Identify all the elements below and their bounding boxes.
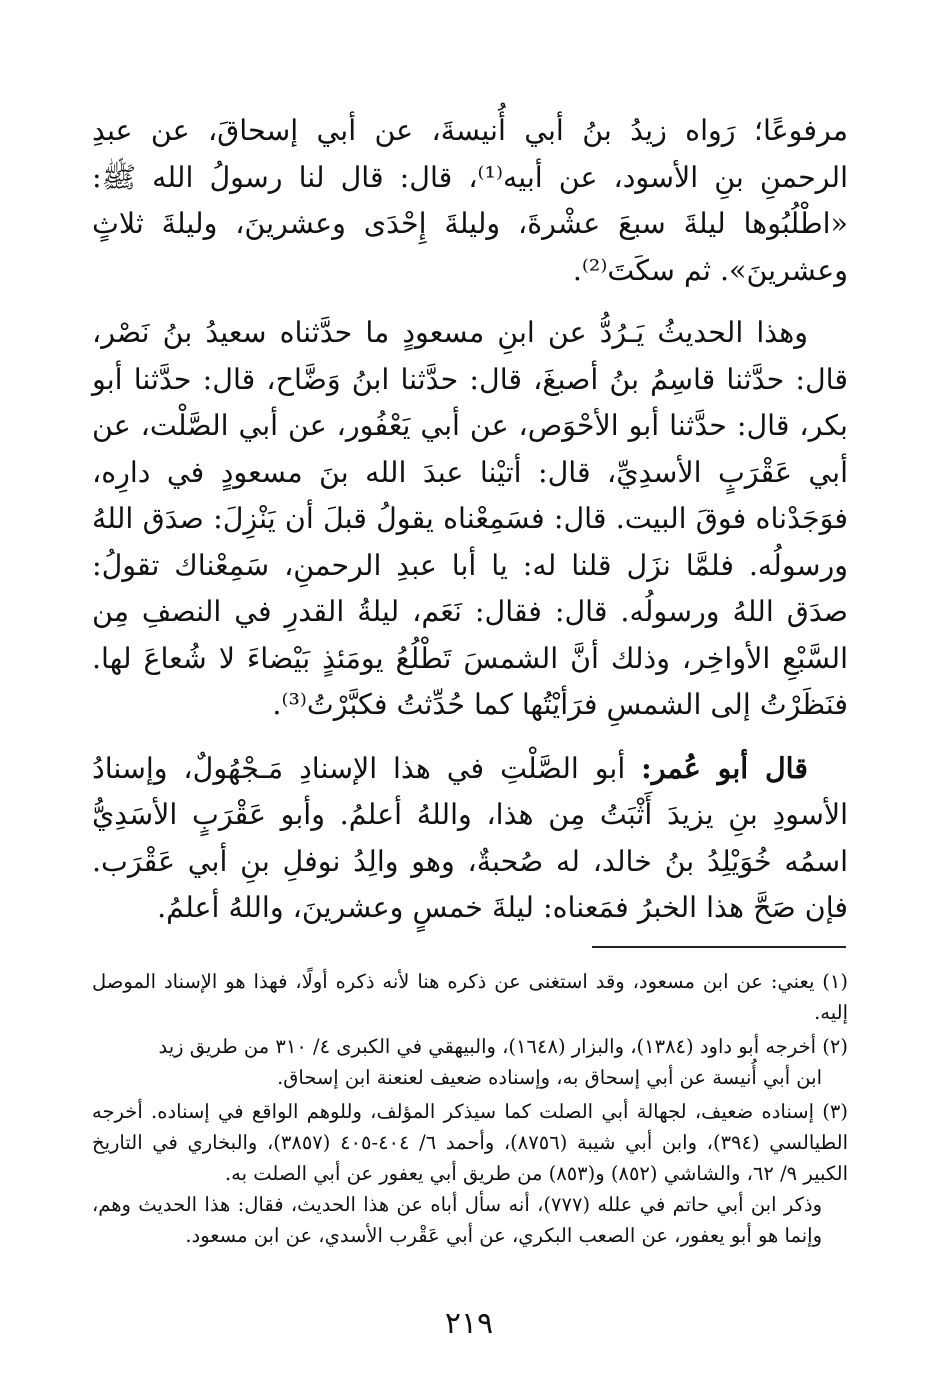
main-text xyxy=(92,108,848,932)
paragraph-3 xyxy=(92,745,848,932)
footnote-2: (٢) أخرجه أبو داود (١٣٨٤)، والبزار (١٦٤٨)، والبيهقي في الكبرى ٤/ ٣١٠ من طريق زيد xyxy=(158,1035,848,1058)
footnote-3: (٣) إسناده ضعيف، لجهالة أبي الصلت كما سيذكر المؤلف، وللوهم الواقع في إسناده. أخرجه الطيالسي (٣٩٤)، وابن أبي شيبة (٨٧٥٦)، وأحمد ٦/ ٤٠٤-٤٠٥ (٣٨٥٧)، والبخاري في التاريخ الكبير ٩/ ٦٢، والشاشي (٨٥٢) و(٨٥٣) من طريق أبي يعفور عن أبي الصلت به. xyxy=(92,1100,849,1185)
footnote-separator xyxy=(592,946,846,948)
paragraph-3-lead: قال أبو عُمر: xyxy=(641,750,808,785)
footnote-1: (١) يعني: عن ابن مسعود، وقد استغنى عن ذكره هنا لأنه ذكره أولًا، فهذا هو الإسناد الموصل إليه. xyxy=(92,970,848,1024)
footnotes xyxy=(92,966,848,1251)
page-number: ٢١٩ xyxy=(444,1306,494,1341)
footnote-3-continued: وذكر ابن أبي حاتم في علله (٧٧٧)، أنه سأل أباه عن هذا الحديث، فقال: هذا الحديث وهم، وإنما هو أبو يعفور، عن الصعب البكري، عن أبي عَقْرب الأسدي، عن ابن مسعود. xyxy=(92,1193,822,1247)
paragraph-2: وهذا الحديثُ يَـرُدُّ عن ابنِ مسعودٍ ما حدَّثناه سعيدُ بنُ نَصْر، قال: حدَّثنا قاسِمُ بنُ أصبغَ، قال: حدَّثنا ابنُ وَضَّاح، قال: حدَّثنا أبو بكر، قال: حدَّثنا أبو الأحْوَص، عن أبي يَعْفُور، عن أبي الصَّلْت، عن أبي عَقْرَبٍ الأسدِيِّ، قال: أتيْنا عبدَ الله بنَ مسعودٍ في دارِه، فوَجَدْناه فوقَ البيت. قال: فسَمِعْناه يقولُ قبلَ أن يَنْزِلَ: صدَق اللهُ ورسولُه. فلمَّا نزَل قلنا له: يا أبا عبدِ الرحمنِ، سَمِعْناك تقولُ: صدَق اللهُ ورسولُه. قال: فقال: نَعَم، ليلةُ القدرِ في النصفِ مِن السَّبْعِ الأواخِر، وذلك أنَّ الشمسَ تَطْلُعُ يومَئذٍ بَيْضاءَ لا شُعاعَ لها. فنَظَرْتُ إلى الشمسِ فرَأيْتُها كما حُدِّثتُ فكبَّرْتُ⁽³⁾. xyxy=(92,316,848,721)
paragraph-3-text: أبو الصَّلْتِ في هذا الإسنادِ مَـجْهُولٌ، وإسنادُ الأسودِ بنِ يزيدَ أَثْبَتُ مِن هذا، واللهُ أعلمُ. وأبو عَقْرَبٍ الأسَدِيُّ اسمُه خُوَيْلِدُ بنُ خالد، له صُحبةٌ، وهو والِدُ نوفلِ بنِ أبي عَقْرَب. فإن صَحَّ هذا الخبرُ فمَعناه: ليلةَ خمسٍ وعشرينَ، واللهُ أعلمُ. xyxy=(92,751,848,924)
footnote-2-continued: ابن أبي أُنيسة عن أبي إسحاق به، وإسناده ضعيف لعنعنة ابن إسحاق. xyxy=(277,1066,822,1089)
paragraph-1: مرفوعًا؛ رَواه زيدُ بنُ أبي أُنيسةَ، عن أبي إسحاقَ، عن عبدِ الرحمنِ بنِ الأسود، عن أبيه⁽¹⁾، قال: قال لنا رسولُ الله ﷺ: «اطْلُبُوها ليلةَ سبعَ عشْرةَ، وليلةَ إِحْدَى وعشرينَ، وليلةَ ثلاثٍ وعشرينَ». ثم سكَتَ⁽²⁾. xyxy=(92,114,849,287)
